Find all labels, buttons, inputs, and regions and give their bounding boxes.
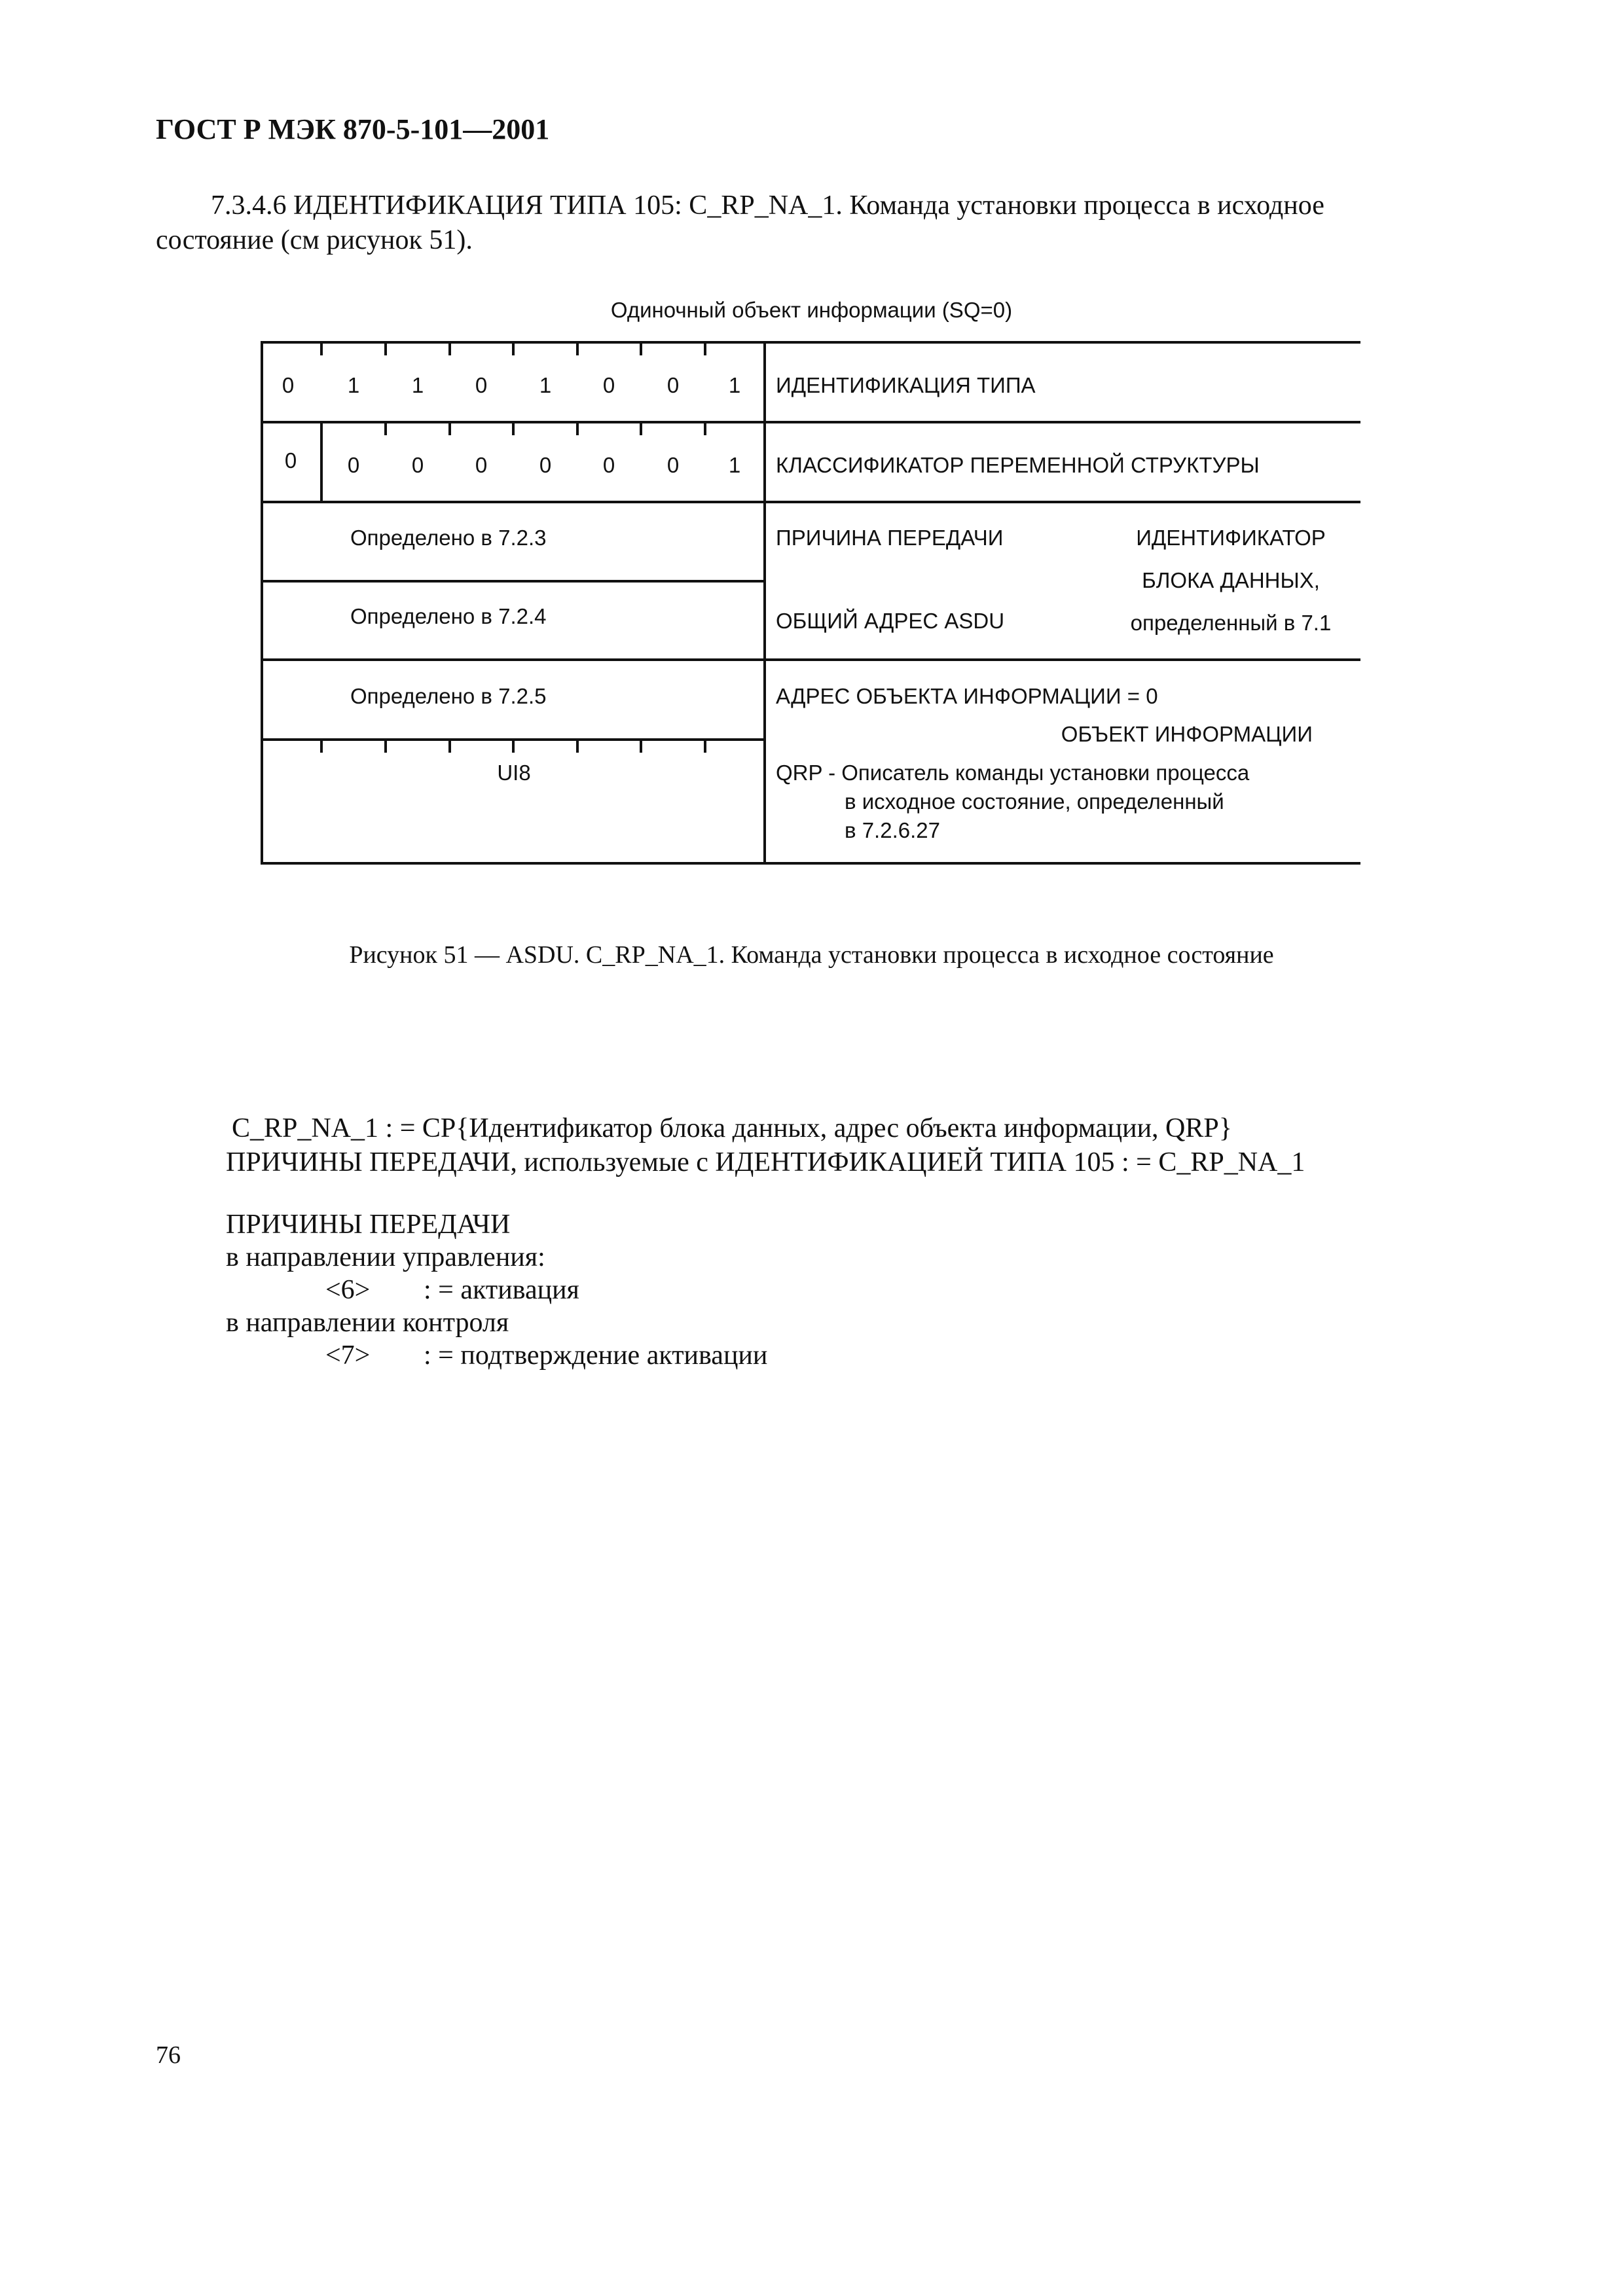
- causes-used-line: ПРИЧИНЫ ПЕРЕДАЧИ, используемые с ИДЕНТИФИКАЦИЕЙ ТИПА 105 : = C_RP_NA_1: [226, 1147, 1305, 1177]
- type-identification-label: ИДЕНТИФИКАЦИЯ ТИПА: [776, 373, 1036, 397]
- row6-ui8: UI8: [497, 761, 531, 785]
- information-object-label: ОБЪЕКТ ИНФОРМАЦИИ: [1061, 722, 1313, 746]
- monitor-direction-label: в направлении контроля: [226, 1308, 509, 1338]
- causes-heading: ПРИЧИНЫ ПЕРЕДАЧИ: [226, 1210, 511, 1240]
- row2-bit-6: 0: [411, 453, 424, 477]
- qrp-line-3: в 7.2.6.27: [845, 818, 940, 842]
- figure-title: Одиночный объект информации (SQ=0): [610, 298, 1013, 322]
- page-number: 76: [156, 2041, 181, 2069]
- row2-bit-1: 1: [728, 453, 741, 477]
- cause-code-6-meaning: : = активация: [424, 1275, 579, 1305]
- cause-code-7: <7>: [325, 1340, 371, 1371]
- cause-code-6: <6>: [325, 1275, 371, 1305]
- definition-line: C_RP_NA_1 : = CP{Идентификатор блока данных, адрес объекта информации, QRP}: [232, 1113, 1232, 1143]
- row5-defined-in: Определено в 7.2.5: [350, 684, 547, 708]
- row1-bit-2: 0: [666, 373, 680, 397]
- row2-bit-7: 0: [347, 453, 360, 477]
- common-address-label: ОБЩИЙ АДРЕС ASDU: [776, 609, 1005, 633]
- row1-bit-1: 1: [728, 373, 741, 397]
- data-unit-id-line-1: ИДЕНТИФИКАТОР: [1136, 526, 1326, 550]
- row2-bit-2: 0: [666, 453, 680, 477]
- row1-bit-6: 1: [411, 373, 424, 397]
- cause-code-7-meaning: : = подтверждение активации: [424, 1340, 768, 1371]
- control-direction-label: в направлении управления:: [226, 1242, 545, 1272]
- qrp-line-2: в исходное состояние, определенный: [845, 789, 1224, 814]
- data-unit-id-line-3: определенный в 7.1: [1130, 611, 1332, 635]
- document-header: ГОСТ Р МЭК 870-5-101—2001: [156, 113, 550, 145]
- variable-structure-qualifier-label: КЛАССИФИКАТОР ПЕРЕМЕННОЙ СТРУКТУРЫ: [776, 453, 1260, 477]
- section-heading-line-2: состояние (см рисунок 51).: [156, 225, 473, 255]
- row3-defined-in: Определено в 7.2.3: [350, 526, 547, 550]
- row4-defined-in: Определено в 7.2.4: [350, 604, 547, 628]
- qrp-line-1: QRP - Описатель команды установки процесса: [776, 761, 1250, 785]
- row2-bit-3: 0: [602, 453, 615, 477]
- row2-bit-5: 0: [475, 453, 488, 477]
- cause-of-transmission-label: ПРИЧИНА ПЕРЕДАЧИ: [776, 526, 1004, 550]
- figure-caption: Рисунок 51 — ASDU. C_RP_NA_1. Команда установки процесса в исходное состояние: [349, 941, 1274, 969]
- row2-bit-8: 0: [284, 448, 297, 473]
- section-heading-line-1: 7.3.4.6 ИДЕНТИФИКАЦИЯ ТИПА 105: C_RP_NA_1. Команда установки процесса в исходное: [211, 190, 1324, 221]
- row1-bit-5: 0: [475, 373, 488, 397]
- row1-bit-3: 0: [602, 373, 615, 397]
- row2-bit-4: 0: [539, 453, 552, 477]
- row1-bit-4: 1: [539, 373, 552, 397]
- data-unit-id-line-2: БЛОКА ДАННЫХ,: [1142, 568, 1320, 592]
- information-object-address-label: АДРЕС ОБЪЕКТА ИНФОРМАЦИИ = 0: [776, 684, 1158, 708]
- row1-bit-8: 0: [282, 373, 295, 397]
- row1-bit-7: 1: [347, 373, 360, 397]
